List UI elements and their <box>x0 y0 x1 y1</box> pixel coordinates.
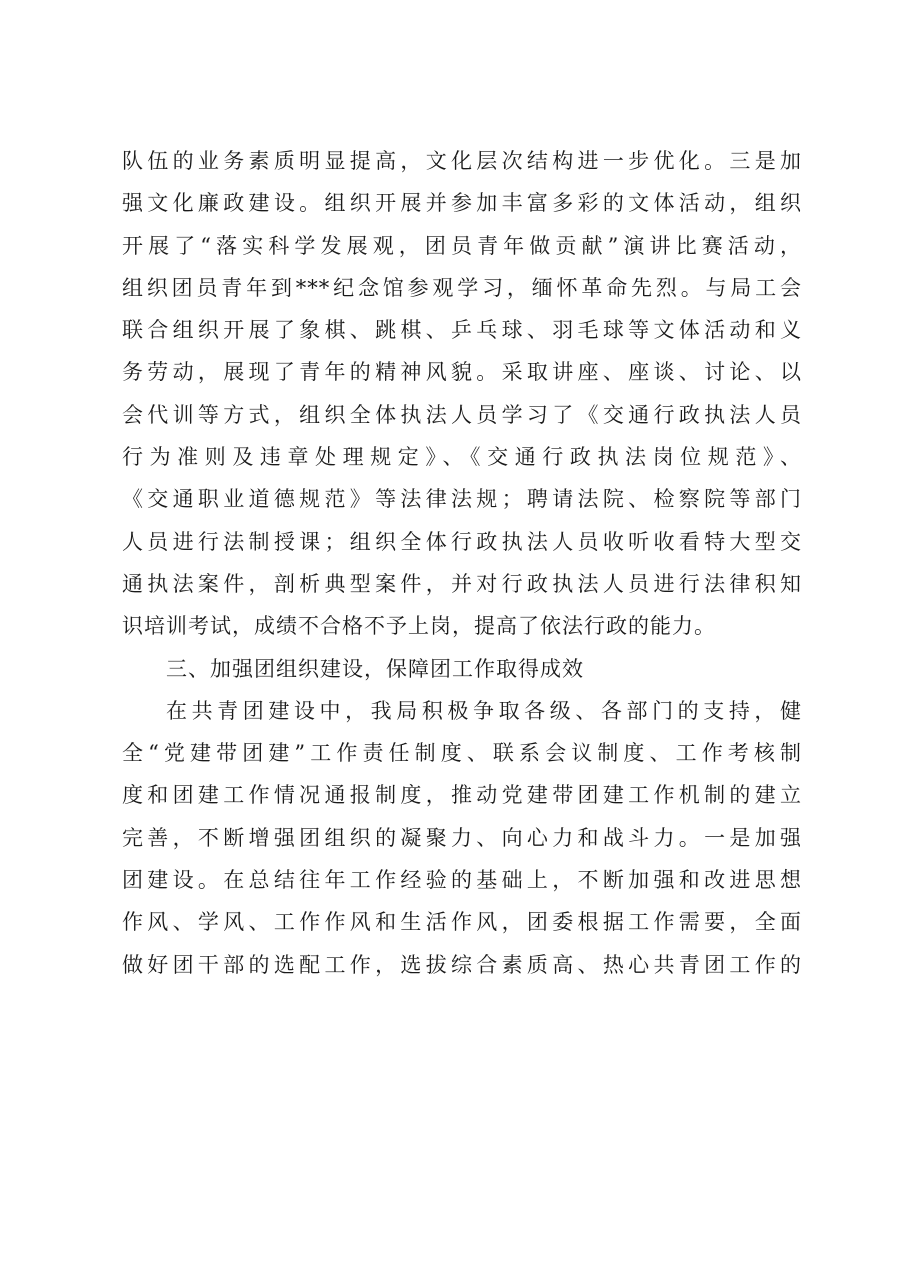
paragraph-line: 全“党建带团建”工作责任制度、联系会议制度、工作考核制 <box>122 741 802 766</box>
paragraph-line: 人员进行法制授课；组织全体行政执法人员收听收看特大型交 <box>122 529 802 554</box>
paragraph-line: 团建设。在总结往年工作经验的基础上，不断加强和改进思想 <box>122 868 802 893</box>
paragraph-line: 度和团建工作情况通报制度，推动党建带团建工作机制的建立 <box>122 783 802 808</box>
paragraph-line: 做好团干部的选配工作，选拔综合素质高、热心共青团工作的 <box>122 952 802 977</box>
paragraph-line: 行为准则及违章处理规定》、《交通行政执法岗位规范》、 <box>122 445 802 470</box>
paragraph-line: 强文化廉政建设。组织开展并参加丰富多彩的文体活动，组织 <box>122 191 802 216</box>
paragraph-line: 队伍的业务素质明显提高，文化层次结构进一步优化。三是加 <box>122 149 802 173</box>
paragraph-line: 开展了“落实科学发展观，团员青年做贡献”演讲比赛活动， <box>122 233 802 258</box>
paragraph-line: 通执法案件，剖析典型案件，并对行政执法人员进行法律积知 <box>122 571 802 596</box>
paragraph-line: 联合组织开展了象棋、跳棋、乒乓球、羽毛球等文体活动和义 <box>122 318 802 343</box>
paragraph-line: 完善，不断增强团组织的凝聚力、向心力和战斗力。一是加强 <box>122 825 802 850</box>
paragraph <box>122 690 802 986</box>
paragraph-line: 《交通职业道德规范》等法律法规；聘请法院、检察院等部门 <box>122 487 802 512</box>
paragraph-line: 在共青团建设中，我局积极争取各级、各部门的支持，健 <box>166 698 802 723</box>
document-body <box>122 140 802 986</box>
paragraph-line: 作风、学风、工作作风和生活作风，团委根据工作需要，全面 <box>122 910 802 935</box>
paragraph <box>122 140 802 648</box>
paragraph-line: 务劳动，展现了青年的精神风貌。采取讲座、座谈、讨论、以 <box>122 360 802 385</box>
paragraph-line: 识培训考试，成绩不合格不予上岗，提高了依法行政的能力。 <box>122 614 716 639</box>
paragraph-line: 组织团员青年到***纪念馆参观学习，缅怀革命先烈。与局工会 <box>122 275 802 300</box>
section-heading: 三、加强团组织建设，保障团工作取得成效 <box>166 656 584 681</box>
paragraph-line: 会代训等方式，组织全体执法人员学习了《交通行政执法人员 <box>122 402 802 427</box>
